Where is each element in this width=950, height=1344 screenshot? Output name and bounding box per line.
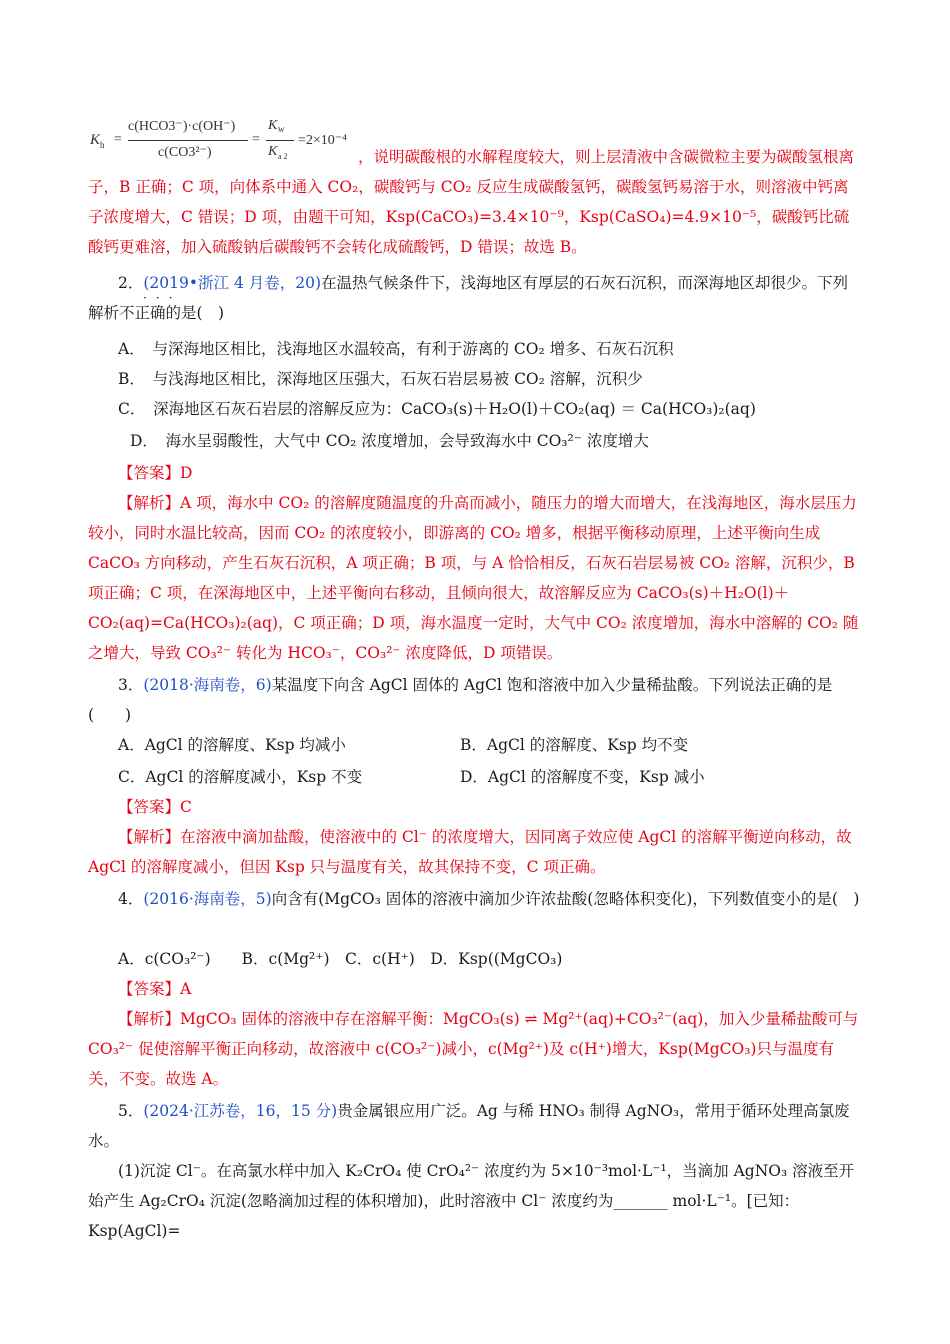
formula-result: =2×10⁻⁴ (298, 133, 348, 148)
q2-option-a: A． 与深海地区相比，浅海地区水温较高，有利于游离的 CO₂ 增多、石灰石沉积 (118, 340, 674, 358)
q2-option-d: D． 海水呈弱酸性，大气中 CO₂ 浓度增加，会导致海水中 CO₃²⁻ 浓度增大 (130, 432, 649, 450)
q3-stem (88, 670, 863, 730)
kh-symbol: K (90, 132, 101, 148)
q5-number: 5． (118, 1102, 144, 1120)
q4-number: 4． (118, 890, 144, 908)
q3-option-c: C．AgCl 的溶解度减小，Ksp 不变 (118, 768, 363, 786)
q4-stem (88, 884, 863, 914)
q5-stem (88, 1096, 863, 1156)
q4-answer: 【答案】A (118, 980, 192, 998)
kw-symbol: K (268, 118, 278, 133)
q5-source: (2024·江苏卷，16，15 分) (143, 1102, 338, 1120)
fraction-line (128, 140, 248, 141)
kh-subscript: h (100, 140, 105, 150)
q5-part1: (1)沉淀 Cl⁻。在高氯水样中加入 K₂CrO₄ 使 CrO₄²⁻ 浓度约为 5×10⁻³mol·L⁻¹，当滴加 AgNO₃ 溶液至开始产生 Ag₂CrO₄ 沉淀(忽略滴加过程的体积增加)，此时溶液中 Cl⁻ 浓度约为_______ mol·L⁻¹。[已知：Ksp(AgCl)= (88, 1162, 855, 1240)
q3-stem-text: 某温度下向含 AgCl 固体的 AgCl 饱和溶液中加入少量稀盐酸。下列说法正确的是( ) (88, 676, 833, 724)
q4-stem-text: 向含有(MgCO₃ 固体的溶液中滴加少许浓盐酸(忽略体积变化)，下列数值变小的是( ) (271, 890, 860, 908)
q4-analysis: 【解析】MgCO₃ 固体的溶液中存在溶解平衡：MgCO₃(s) ⇌ Mg²⁺(aq)+CO₃²⁻(aq)，加入少量稀盐酸可与 CO₃²⁻ 促使溶解平衡正向移动，故溶液中 c(CO₃²⁻)减小，c(Mg²⁺)及 c(H⁺)增大，Ksp(MgCO₃)只与温度有关，不变。故选 A。 (88, 1010, 859, 1088)
q2-number: 2． (118, 274, 144, 292)
q5-stem-text: 贵金属银应用广泛。Ag 与稀 HNO₃ 制得 AgNO₃，常用于循环处理高氯废水。 (88, 1102, 850, 1150)
q2-stem (88, 268, 863, 328)
q4-options: A．c(CO₃²⁻) B．c(Mg²⁺) C．c(H⁺) D．Ksp((MgCO₃) (118, 950, 563, 968)
ka-symbol: K (268, 144, 278, 159)
q3-analysis: 【解析】在溶液中滴加盐酸，使溶液中的 Cl⁻ 的浓度增大，因同离子效应使 AgCl 的溶解平衡逆向移动，故 AgCl 的溶解度减小，但因 Ksp 只与温度有关，故其保持不变，C 项正确。 (88, 828, 852, 876)
q3-option-a: A．AgCl 的溶解度、Ksp 均减小 (118, 736, 346, 754)
q2-option-b: B． 与浅海地区相比，深海地区压强大，石灰石岩层易被 CO₂ 溶解，沉积少 (118, 370, 643, 388)
emphasis-dots: ··· (143, 291, 182, 305)
q2-analysis: 【解析】A 项，海水中 CO₂ 的溶解度随温度的升高而减小，随压力的增大而增大，在浅海地区，海水层压力较小，同时水温比较高，因而 CO₂ 的浓度较小，即游离的 CO₂ 增多，根据平衡移动原理，上述平衡向生成 CaCO₃ 方向移动，产生石灰石沉积，A 项正确；B 项，与 A 恰恰相反，石灰石岩层易被 CO₂ 溶解，沉积少，B 项正确；C 项，在深海地区中，上述平衡向右移动，且倾向很大，故溶解反应为 CaCO₃(s)＋H₂O(l)＋CO₂(aq)=Ca(HCO₃)₂(aq)，C 项正确；D 项，海水温度一定时，大气中 CO₂ 浓度增加，海水中溶解的 CO₂ 随之增大，导致 CO₃²⁻ 转化为 HCO₃⁻，CO₃²⁻ 浓度降低，D 项错误。 (88, 494, 859, 662)
hydrolysis-formula: K h = c(HCO3⁻)·c(OH⁻) c(CO3²⁻) = K w K a 2 =2×10⁻⁴ (90, 118, 348, 161)
q3-option-d: D．AgCl 的溶解度不变，Ksp 减小 (460, 768, 705, 786)
q2-source: (2019•浙江 4 月卷，20) (143, 274, 321, 292)
q2-option-c: C． 深海地区石灰石岩层的溶解反应为：CaCO₃(s)＋H₂O(l)＋CO₂(aq) ＝ Ca(HCO₃)₂(aq) (118, 400, 756, 418)
q3-source: (2018·海南卷，6) (143, 676, 272, 694)
q2-answer: 【答案】D (118, 464, 193, 482)
q2-stem-text: 在温热气候条件下，浅海地区有厚层的石灰石沉积，而深海地区却很少。下列解析不正确的是( ) (88, 274, 849, 322)
q3-number: 3． (118, 676, 144, 694)
formula-denominator: c(CO3²⁻) (158, 145, 212, 160)
q3-answer: 【答案】C (118, 798, 192, 816)
formula-numerator: c(HCO3⁻)·c(OH⁻) (128, 119, 236, 134)
q3-option-b: B．AgCl 的溶解度、Ksp 均不变 (460, 736, 689, 754)
q4-source: (2016·海南卷，5) (143, 890, 272, 908)
prev-analysis-continuation: ，说明碳酸根的水解程度较大，则上层清液中含碳微粒主要为碳酸氢根离子，B 正确；C 项，向体系中通入 CO₂，碳酸钙与 CO₂ 反应生成碳酸氢钙，碳酸氢钙易溶于水，则溶液中钙离子浓度增大，C 错误；D 项，由题干可知，Ksp(CaCO₃)=3.4×10⁻⁹，Ksp(CaSO₄)=4.9×10⁻⁵，碳酸钙比硫酸钙更难溶，加入硫酸钠后碳酸钙不会转化成硫酸钙，D 错误；故选 B。 (88, 148, 855, 256)
